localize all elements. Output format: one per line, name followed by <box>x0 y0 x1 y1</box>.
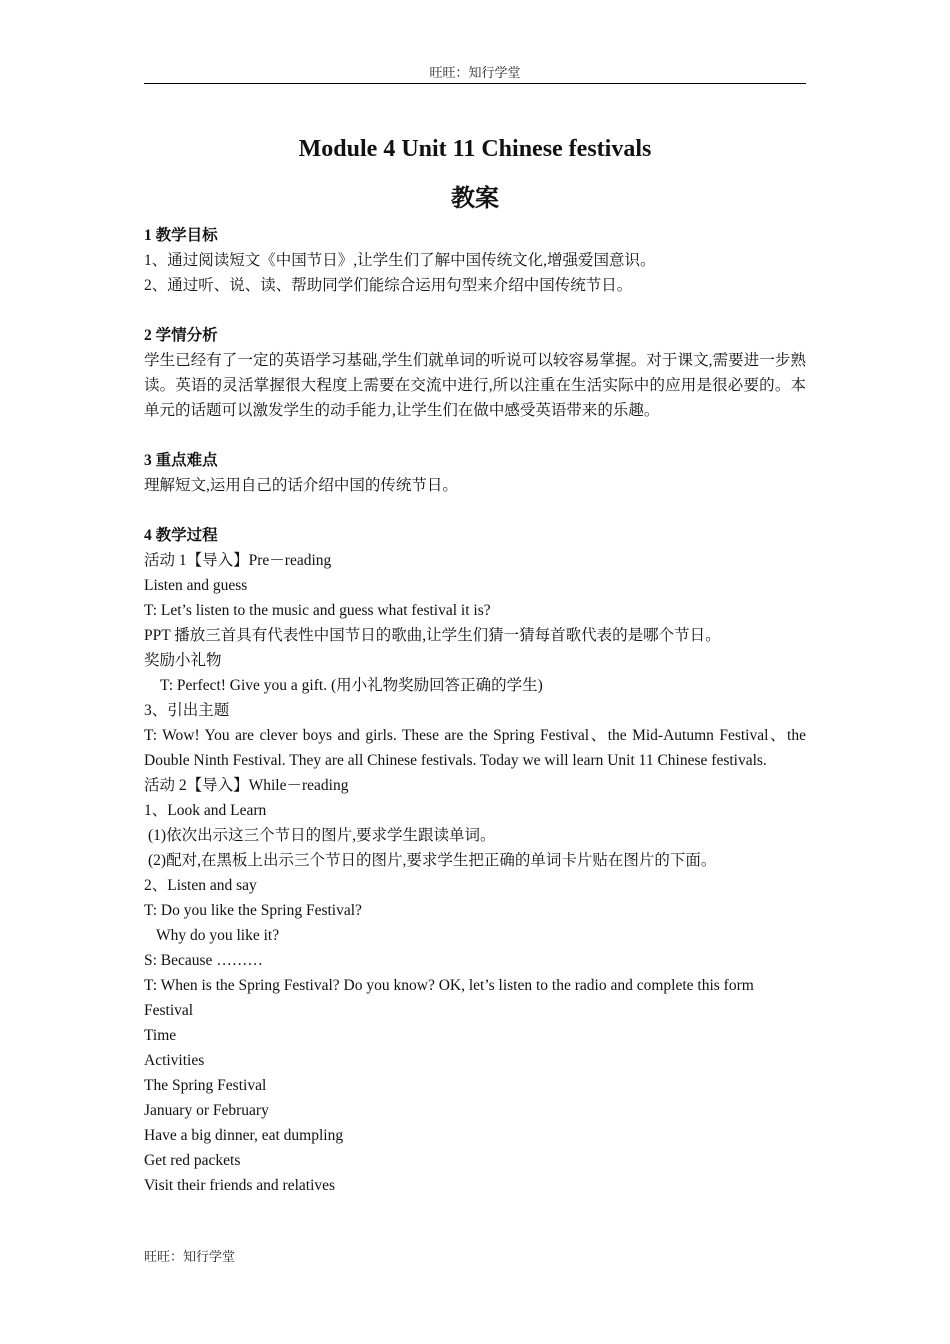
process-line: S: Because ……… <box>144 952 263 969</box>
section-heading-key-points: 3 重点难点 <box>144 452 218 469</box>
form-cell: Have a big dinner, eat dumpling <box>144 1127 344 1144</box>
process-line: T: Perfect! Give you a gift. (用小礼物奖励回答正确的学生) <box>160 677 543 694</box>
spacer <box>144 423 806 448</box>
process-line: T: Do you like the Spring Festival? <box>144 902 362 919</box>
section-heading-analysis: 2 学情分析 <box>144 327 218 344</box>
document-title: Module 4 Unit 11 Chinese festivals <box>298 136 652 162</box>
process-line: (2)配对,在黑板上出示三个节日的图片,要求学生把正确的单词卡片贴在图片的下面。 <box>148 852 717 869</box>
process-line: 2、Listen and say <box>144 877 257 894</box>
process-line: T: When is the Spring Festival? Do you know? OK, let’s listen to the radio and complete this form <box>144 977 754 994</box>
process-line: PPT 播放三首具有代表性中国节日的歌曲,让学生们猜一猜每首歌代表的是哪个节日。 <box>144 627 721 644</box>
form-cell: Activities <box>144 1052 205 1069</box>
process-line: 1、Look and Learn <box>144 802 267 819</box>
process-line: Why do you like it? <box>156 927 280 944</box>
analysis-paragraph: 学生已经有了一定的英语学习基础,学生们就单词的听说可以较容易掌握。对于课文,需要进一步熟读。英语的灵活掌握很大程度上需要在交流中进行,所以注重在生活实际中的应用是很必要的。本单元的话题可以激发学生的动手能力,让学生们在做中感受英语带来的乐趣。 <box>144 352 806 419</box>
objective-line: 1、通过阅读短文《中国节日》,让学生们了解中国传统文化,增强爱国意识。 <box>144 252 656 269</box>
document-body <box>144 223 806 1198</box>
page-footer: 旺旺：知行学堂 <box>144 1249 236 1264</box>
section-heading-objectives: 1 教学目标 <box>144 227 218 244</box>
page-header: 旺旺：知行学堂 <box>429 65 521 80</box>
objective-line: 2、通过听、说、读、帮助同学们能综合运用句型来介绍中国传统节日。 <box>144 277 633 294</box>
process-line: 活动 2【导入】While－reading <box>144 777 349 794</box>
form-cell: January or February <box>144 1102 269 1119</box>
spacer <box>144 298 806 323</box>
form-cell: Time <box>144 1027 177 1044</box>
form-cell: Festival <box>144 1002 194 1019</box>
header-rule <box>144 83 806 84</box>
process-line: T: Let’s listen to the music and guess what festival it is? <box>144 602 491 619</box>
section-heading-process: 4 教学过程 <box>144 527 218 544</box>
key-point-line: 理解短文,运用自己的话介绍中国的传统节日。 <box>144 477 458 494</box>
form-cell: Get red packets <box>144 1152 241 1169</box>
process-line: Listen and guess <box>144 577 248 594</box>
process-line: 奖励小礼物 <box>144 652 222 669</box>
process-paragraph: T: Wow! You are clever boys and girls. These are the Spring Festival、the Mid-Autumn Festival、the Double Ninth Festival. They are all Chinese festivals. Today we will learn Unit 11 Chinese festivals. <box>144 727 806 769</box>
form-cell: The Spring Festival <box>144 1077 267 1094</box>
process-line: 3、引出主题 <box>144 702 230 719</box>
form-cell: Visit their friends and relatives <box>144 1177 336 1194</box>
document-subtitle: 教案 <box>451 186 499 212</box>
process-line: (1)依次出示这三个节日的图片,要求学生跟读单词。 <box>148 827 496 844</box>
process-line: 活动 1【导入】Pre－reading <box>144 552 332 569</box>
spacer <box>144 498 806 523</box>
